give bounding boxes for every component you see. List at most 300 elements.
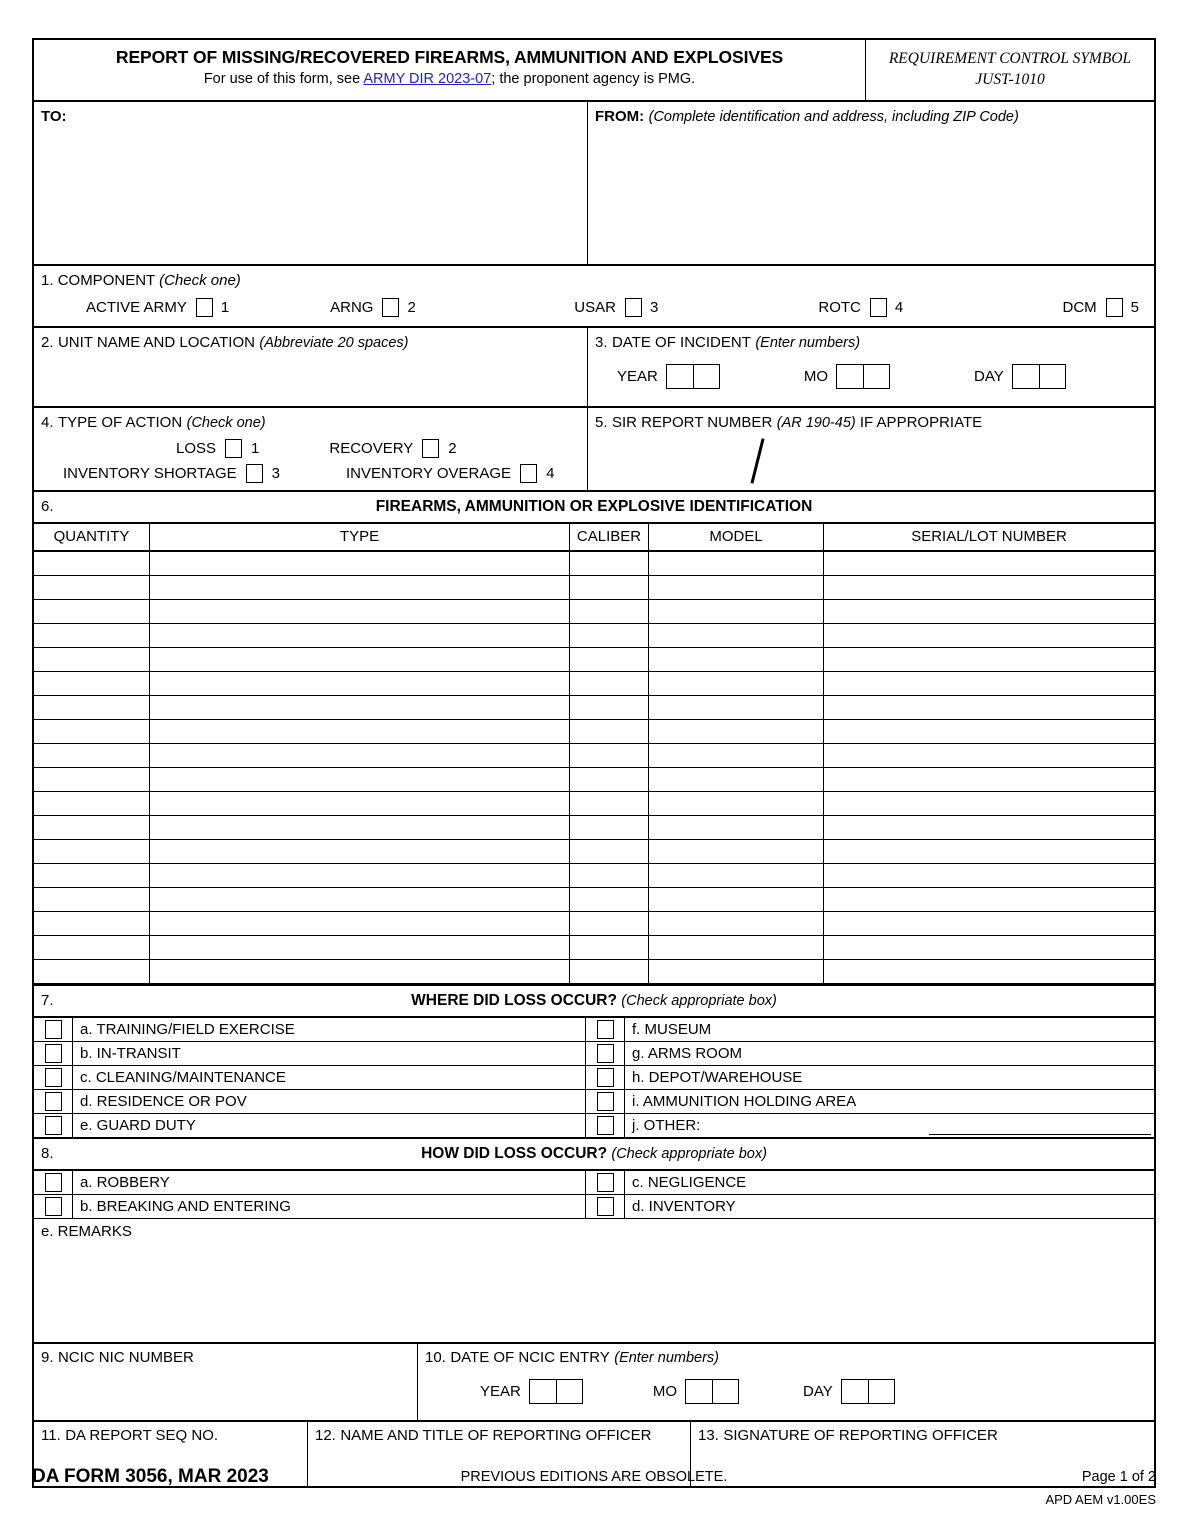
checkbox-cell[interactable] — [34, 1195, 73, 1218]
table-row[interactable] — [34, 767, 1154, 791]
table-cell-quantity[interactable] — [34, 671, 150, 695]
ncic-date-field — [417, 1344, 1154, 1420]
rcs-label: REQUIREMENT CONTROL SYMBOL — [888, 50, 1132, 67]
table-cell-type[interactable] — [150, 623, 570, 647]
list-item[interactable] — [585, 1042, 1154, 1065]
table-cell-serial[interactable] — [824, 911, 1155, 935]
digit-cell[interactable] — [868, 1380, 894, 1403]
sir-report-number-field[interactable] — [587, 408, 1154, 490]
table-cell-serial[interactable] — [824, 743, 1155, 767]
name-number: 12. — [315, 1426, 336, 1444]
incident-year-group[interactable] — [617, 364, 720, 389]
checkbox-inventory[interactable] — [597, 1197, 614, 1216]
where-loss-number: 7. — [41, 992, 54, 1010]
table-cell-model[interactable] — [649, 911, 824, 935]
table-cell-model[interactable] — [649, 647, 824, 671]
identification-number: 6. — [41, 498, 54, 516]
unit-label: UNIT NAME AND LOCATION — [57, 333, 255, 351]
checkbox-arng[interactable] — [382, 298, 399, 317]
other-fill-line[interactable] — [929, 1119, 1151, 1135]
unit-name-field[interactable] — [34, 328, 587, 406]
table-cell-caliber[interactable] — [570, 743, 649, 767]
table-cell-serial[interactable] — [824, 767, 1155, 791]
table-cell-type[interactable] — [150, 791, 570, 815]
checkbox-inventory-overage[interactable] — [520, 464, 537, 483]
checkbox-dcm[interactable] — [1106, 298, 1123, 317]
table-cell-type[interactable] — [150, 767, 570, 791]
table-cell-model[interactable] — [649, 695, 824, 719]
da-form-3056 — [32, 38, 1156, 1488]
where-loss-row-2 — [34, 1041, 1154, 1065]
table-cell-type[interactable] — [150, 647, 570, 671]
table-cell-quantity[interactable] — [34, 599, 150, 623]
where-loss-title-text: WHERE DID LOSS OCCUR? — [411, 991, 617, 1009]
option-number: 2 — [448, 439, 457, 457]
sir-label-tail: IF APPROPRIATE — [855, 413, 983, 431]
ncic-date-number: 10. — [425, 1348, 446, 1366]
table-cell-model[interactable] — [649, 935, 824, 959]
column-header-type: TYPE — [150, 523, 570, 551]
table-cell-caliber[interactable] — [570, 671, 649, 695]
digit-cell[interactable] — [842, 1380, 868, 1403]
ncic-label: NCIC NIC NUMBER — [57, 1348, 194, 1366]
component-options — [41, 298, 1147, 317]
to-from-row — [34, 100, 1154, 264]
where-loss-band — [34, 984, 1154, 1016]
list-item-label: b. BREAKING AND ENTERING — [80, 1197, 291, 1215]
list-item[interactable] — [34, 1090, 585, 1113]
table-cell-model[interactable] — [649, 767, 824, 791]
sig-label: SIGNATURE OF REPORTING OFFICER — [723, 1426, 998, 1444]
list-item[interactable] — [585, 1090, 1154, 1113]
table-cell-caliber[interactable] — [570, 959, 649, 983]
rcs-value: JUST-1010 — [975, 70, 1045, 88]
table-cell-quantity[interactable] — [34, 815, 150, 839]
checkbox-other[interactable] — [597, 1116, 614, 1135]
table-row[interactable] — [34, 719, 1154, 743]
table-cell-serial[interactable] — [824, 815, 1155, 839]
column-header-model: MODEL — [649, 523, 824, 551]
table-cell-serial[interactable] — [824, 935, 1155, 959]
table-cell-model[interactable] — [649, 959, 824, 983]
army-dir-link[interactable]: ARMY DIR 2023-07 — [363, 71, 492, 88]
checkbox-cell[interactable] — [586, 1114, 625, 1137]
form-identifier: DA FORM 3056, MAR 2023 — [32, 1466, 269, 1487]
checkbox-breaking-and-entering[interactable] — [45, 1197, 62, 1216]
table-cell-quantity[interactable] — [34, 935, 150, 959]
action-option-recovery[interactable] — [329, 439, 456, 458]
action-heading — [41, 414, 580, 432]
ncic-nic-number-field[interactable] — [34, 1344, 417, 1420]
ncic-date-heading — [425, 1349, 1147, 1367]
table-cell-type[interactable] — [150, 911, 570, 935]
table-cell-caliber[interactable] — [570, 815, 649, 839]
remarks-label: e. REMARKS — [41, 1222, 132, 1240]
option-number: 1 — [251, 439, 260, 457]
table-cell-caliber[interactable] — [570, 887, 649, 911]
table-cell-type[interactable] — [150, 959, 570, 983]
ncic-year-input[interactable] — [529, 1379, 583, 1404]
day-label: DAY — [974, 367, 1004, 385]
table-cell-model[interactable] — [649, 719, 824, 743]
table-cell-model[interactable] — [649, 887, 824, 911]
action-option-inventory-shortage[interactable] — [63, 464, 280, 483]
table-cell-caliber[interactable] — [570, 551, 649, 576]
digit-cell[interactable] — [1013, 365, 1039, 388]
table-cell-model[interactable] — [649, 863, 824, 887]
ncic-month-input[interactable] — [685, 1379, 739, 1404]
option-label: INVENTORY OVERAGE — [346, 464, 512, 482]
table-cell-caliber[interactable] — [570, 863, 649, 887]
how-loss-row-1 — [34, 1169, 1154, 1194]
header-title-block — [34, 40, 865, 100]
seq-label: DA REPORT SEQ NO. — [65, 1426, 219, 1444]
option-label: USAR — [574, 298, 616, 316]
table-cell-quantity[interactable] — [34, 887, 150, 911]
where-loss-options — [34, 1016, 1154, 1137]
component-option-active-army[interactable] — [86, 298, 330, 317]
table-row[interactable] — [34, 863, 1154, 887]
checkbox-rotc[interactable] — [870, 298, 887, 317]
mo-label: MO — [652, 1382, 678, 1400]
day-label: DAY — [803, 1382, 833, 1400]
checkbox-cell[interactable] — [586, 1171, 625, 1194]
table-cell-quantity[interactable] — [34, 791, 150, 815]
list-item[interactable] — [585, 1066, 1154, 1089]
table-cell-quantity[interactable] — [34, 743, 150, 767]
table-cell-type[interactable] — [150, 551, 570, 576]
table-row[interactable] — [34, 959, 1154, 983]
ncic-day-input[interactable] — [841, 1379, 895, 1404]
table-row[interactable] — [34, 935, 1154, 959]
digit-cell[interactable] — [837, 365, 863, 388]
list-item-label: d. RESIDENCE OR POV — [80, 1092, 247, 1110]
year-label: YEAR — [480, 1382, 521, 1400]
action-label: TYPE OF ACTION — [57, 413, 183, 431]
table-cell-type[interactable] — [150, 719, 570, 743]
option-number: 3 — [271, 464, 281, 482]
sig-number: 13. — [698, 1426, 719, 1444]
table-cell-serial[interactable] — [824, 839, 1155, 863]
date-hint: (Enter numbers) — [755, 334, 861, 351]
table-row[interactable] — [34, 791, 1154, 815]
table-cell-type[interactable] — [150, 887, 570, 911]
table-row[interactable] — [34, 647, 1154, 671]
digit-cell[interactable] — [863, 365, 889, 388]
how-loss-title — [34, 1145, 1154, 1163]
incident-month-input[interactable] — [836, 364, 890, 389]
list-item[interactable] — [34, 1171, 585, 1194]
list-item[interactable] — [585, 1018, 1154, 1041]
mo-label: MO — [803, 367, 829, 385]
list-item[interactable] — [34, 1042, 585, 1065]
seq-number: 11. — [41, 1426, 61, 1444]
table-row[interactable] — [34, 911, 1154, 935]
name-label: NAME AND TITLE OF REPORTING OFFICER — [340, 1426, 652, 1444]
table-cell-type[interactable] — [150, 839, 570, 863]
list-item-label: a. TRAINING/FIELD EXERCISE — [80, 1020, 295, 1038]
table-cell-serial[interactable] — [824, 647, 1155, 671]
checkbox-cell[interactable] — [586, 1018, 625, 1041]
table-cell-caliber[interactable] — [570, 935, 649, 959]
form-footer — [32, 1466, 1156, 1516]
column-header-caliber: CALIBER — [570, 523, 649, 551]
checkbox-cell[interactable] — [34, 1018, 73, 1041]
footer-line — [32, 1466, 1156, 1488]
table-cell-serial[interactable] — [824, 671, 1155, 695]
component-option-dcm[interactable] — [1063, 298, 1140, 317]
ncic-year-group[interactable] — [480, 1379, 583, 1404]
list-item[interactable] — [34, 1195, 585, 1218]
table-cell-type[interactable] — [150, 695, 570, 719]
list-item[interactable] — [585, 1114, 1154, 1137]
checkbox-cell[interactable] — [34, 1066, 73, 1089]
table-cell-quantity[interactable] — [34, 623, 150, 647]
table-cell-quantity[interactable] — [34, 911, 150, 935]
where-loss-title — [34, 992, 1154, 1010]
table-cell-type[interactable] — [150, 671, 570, 695]
column-header-serial: SERIAL/LOT NUMBER — [824, 523, 1155, 551]
sir-slash-mark — [750, 438, 764, 483]
where-loss-row-5 — [34, 1113, 1154, 1137]
table-cell-caliber[interactable] — [570, 647, 649, 671]
checkbox-arms-room[interactable] — [597, 1044, 614, 1063]
table-cell-quantity[interactable] — [34, 863, 150, 887]
option-number: 4 — [546, 464, 555, 482]
from-hint: (Complete identification and address, including ZIP Code) — [648, 108, 1019, 125]
table-cell-quantity[interactable] — [34, 767, 150, 791]
table-cell-caliber[interactable] — [570, 623, 649, 647]
where-loss-row-3 — [34, 1065, 1154, 1089]
action-sir-row — [34, 406, 1154, 490]
incident-day-group[interactable] — [974, 364, 1066, 389]
identification-title: FIREARMS, AMMUNITION OR EXPLOSIVE IDENTIFICATION — [375, 497, 813, 515]
year-label: YEAR — [617, 367, 658, 385]
table-cell-serial[interactable] — [824, 791, 1155, 815]
sir-number: 5. — [595, 413, 608, 431]
table-cell-caliber[interactable] — [570, 719, 649, 743]
component-option-rotc[interactable] — [818, 298, 1062, 317]
date-label: DATE OF INCIDENT — [611, 333, 751, 351]
checkbox-training-field-exercise[interactable] — [45, 1020, 62, 1039]
remarks-field[interactable] — [34, 1218, 1154, 1342]
how-loss-number: 8. — [41, 1145, 54, 1163]
checkbox-in-transit[interactable] — [45, 1044, 62, 1063]
table-cell-serial[interactable] — [824, 863, 1155, 887]
checkbox-cell[interactable] — [586, 1066, 625, 1089]
table-cell-serial[interactable] — [824, 599, 1155, 623]
date-heading — [595, 334, 1147, 352]
option-number: 1 — [220, 298, 230, 316]
table-cell-model[interactable] — [649, 839, 824, 863]
table-cell-caliber[interactable] — [570, 599, 649, 623]
table-cell-type[interactable] — [150, 599, 570, 623]
checkbox-inventory-shortage[interactable] — [246, 464, 263, 483]
sir-heading — [595, 414, 1147, 432]
digit-cell[interactable] — [556, 1380, 582, 1403]
table-row[interactable] — [34, 695, 1154, 719]
table-cell-type[interactable] — [150, 935, 570, 959]
list-item-label: f. MUSEUM — [632, 1020, 712, 1038]
table-cell-serial[interactable] — [824, 959, 1155, 983]
action-options-row-1 — [41, 439, 580, 458]
table-row[interactable] — [34, 623, 1154, 647]
incident-day-input[interactable] — [1012, 364, 1066, 389]
table-cell-type[interactable] — [150, 743, 570, 767]
table-row[interactable] — [34, 839, 1154, 863]
table-row[interactable] — [34, 887, 1154, 911]
table-cell-quantity[interactable] — [34, 959, 150, 983]
component-heading — [41, 272, 1147, 289]
table-cell-quantity[interactable] — [34, 575, 150, 599]
from-label: FROM: — [595, 107, 645, 125]
table-cell-caliber[interactable] — [570, 839, 649, 863]
identification-table-body — [34, 551, 1154, 984]
ncic-number: 9. — [41, 1348, 54, 1366]
form-header — [34, 40, 1154, 100]
action-option-inventory-overage[interactable] — [346, 464, 554, 483]
list-item-label: c. NEGLIGENCE — [632, 1173, 747, 1191]
list-item-label: j. OTHER: — [632, 1116, 701, 1134]
checkbox-cell[interactable] — [34, 1090, 73, 1113]
how-loss-hint: (Check appropriate box) — [611, 1145, 767, 1162]
component-hint: (Check one) — [159, 271, 241, 289]
table-cell-caliber[interactable] — [570, 695, 649, 719]
table-cell-model[interactable] — [649, 551, 824, 576]
table-cell-serial[interactable] — [824, 551, 1155, 576]
table-row[interactable] — [34, 815, 1154, 839]
from-field[interactable] — [587, 102, 1154, 264]
header-subtitle — [40, 71, 859, 88]
table-cell-model[interactable] — [649, 791, 824, 815]
table-row[interactable] — [34, 671, 1154, 695]
table-row[interactable] — [34, 743, 1154, 767]
checkbox-usar[interactable] — [625, 298, 642, 317]
action-number: 4. — [41, 413, 54, 431]
checkbox-active-army[interactable] — [196, 298, 213, 317]
digit-cell[interactable] — [712, 1380, 738, 1403]
table-cell-quantity[interactable] — [34, 551, 150, 576]
table-row[interactable] — [34, 575, 1154, 599]
date-of-incident-field — [587, 328, 1154, 406]
checkbox-robbery[interactable] — [45, 1173, 62, 1192]
checkbox-recovery[interactable] — [422, 439, 439, 458]
list-item[interactable] — [585, 1195, 1154, 1218]
table-row[interactable] — [34, 551, 1154, 576]
table-cell-quantity[interactable] — [34, 695, 150, 719]
table-cell-model[interactable] — [649, 623, 824, 647]
option-label: RECOVERY — [329, 439, 414, 457]
sir-label: SIR REPORT NUMBER — [611, 413, 773, 431]
table-cell-model[interactable] — [649, 671, 824, 695]
list-item-label: c. CLEANING/MAINTENANCE — [80, 1068, 286, 1086]
incident-month-group[interactable] — [804, 364, 890, 389]
subtitle-suffix: ; the proponent agency is PMG. — [491, 71, 696, 88]
where-loss-row-1 — [34, 1016, 1154, 1041]
option-label: ROTC — [818, 298, 861, 316]
table-cell-caliber[interactable] — [570, 791, 649, 815]
table-cell-serial[interactable] — [824, 695, 1155, 719]
sir-hint: (AR 190-45) — [776, 414, 856, 431]
how-loss-options — [34, 1169, 1154, 1218]
digit-cell[interactable] — [686, 1380, 712, 1403]
checkbox-cleaning-maintenance[interactable] — [45, 1068, 62, 1087]
digit-cell[interactable] — [667, 365, 693, 388]
list-item[interactable] — [34, 1066, 585, 1089]
apd-version: APD AEM v1.00ES — [1045, 1492, 1156, 1507]
requirement-control-symbol — [865, 40, 1154, 100]
checkbox-guard-duty[interactable] — [45, 1116, 62, 1135]
list-item[interactable] — [585, 1171, 1154, 1194]
table-cell-quantity[interactable] — [34, 647, 150, 671]
action-option-loss[interactable] — [176, 439, 259, 458]
checkbox-cell[interactable] — [34, 1171, 73, 1194]
table-cell-serial[interactable] — [824, 887, 1155, 911]
ncic-month-group[interactable] — [653, 1379, 739, 1404]
checkbox-cell[interactable] — [586, 1195, 625, 1218]
checkbox-cell[interactable] — [586, 1042, 625, 1065]
digit-cell[interactable] — [530, 1380, 556, 1403]
table-cell-model[interactable] — [649, 743, 824, 767]
list-item-label: d. INVENTORY — [632, 1197, 736, 1215]
table-cell-model[interactable] — [649, 599, 824, 623]
table-cell-serial[interactable] — [824, 719, 1155, 743]
table-cell-model[interactable] — [649, 815, 824, 839]
digit-cell[interactable] — [1039, 365, 1065, 388]
page-title: REPORT OF MISSING/RECOVERED FIREARMS, AMMUNITION AND EXPLOSIVES — [115, 47, 784, 67]
to-field[interactable] — [34, 102, 587, 264]
table-cell-quantity[interactable] — [34, 719, 150, 743]
table-cell-type[interactable] — [150, 575, 570, 599]
component-option-arng[interactable] — [330, 298, 574, 317]
table-cell-type[interactable] — [150, 815, 570, 839]
option-number: 5 — [1130, 298, 1140, 316]
table-cell-serial[interactable] — [824, 623, 1155, 647]
incident-year-input[interactable] — [666, 364, 720, 389]
checkbox-cell[interactable] — [586, 1090, 625, 1113]
where-loss-row-4 — [34, 1089, 1154, 1113]
list-item-label: i. AMMUNITION HOLDING AREA — [632, 1092, 857, 1110]
table-cell-model[interactable] — [649, 575, 824, 599]
to-label: TO: — [41, 107, 67, 125]
checkbox-museum[interactable] — [597, 1020, 614, 1039]
subtitle-prefix: For use of this form, see — [203, 71, 364, 88]
checkbox-negligence[interactable] — [597, 1173, 614, 1192]
table-cell-serial[interactable] — [824, 575, 1155, 599]
checkbox-loss[interactable] — [225, 439, 242, 458]
table-cell-caliber[interactable] — [570, 767, 649, 791]
checkbox-cell[interactable] — [34, 1042, 73, 1065]
table-cell-quantity[interactable] — [34, 839, 150, 863]
table-row[interactable] — [34, 599, 1154, 623]
table-cell-caliber[interactable] — [570, 911, 649, 935]
checkbox-cell[interactable] — [34, 1114, 73, 1137]
table-cell-type[interactable] — [150, 863, 570, 887]
how-loss-row-2 — [34, 1194, 1154, 1218]
option-label: LOSS — [176, 439, 217, 457]
list-item[interactable] — [34, 1114, 585, 1137]
table-cell-caliber[interactable] — [570, 575, 649, 599]
ncic-date-inputs — [425, 1379, 1147, 1404]
checkbox-depot-warehouse[interactable] — [597, 1068, 614, 1087]
ncic-day-group[interactable] — [803, 1379, 895, 1404]
component-label: COMPONENT — [57, 271, 155, 289]
checkbox-ammunition-holding-area[interactable] — [597, 1092, 614, 1111]
checkbox-residence-or-pov[interactable] — [45, 1092, 62, 1111]
list-item[interactable] — [34, 1018, 585, 1041]
digit-cell[interactable] — [693, 365, 719, 388]
component-option-usar[interactable] — [574, 298, 818, 317]
